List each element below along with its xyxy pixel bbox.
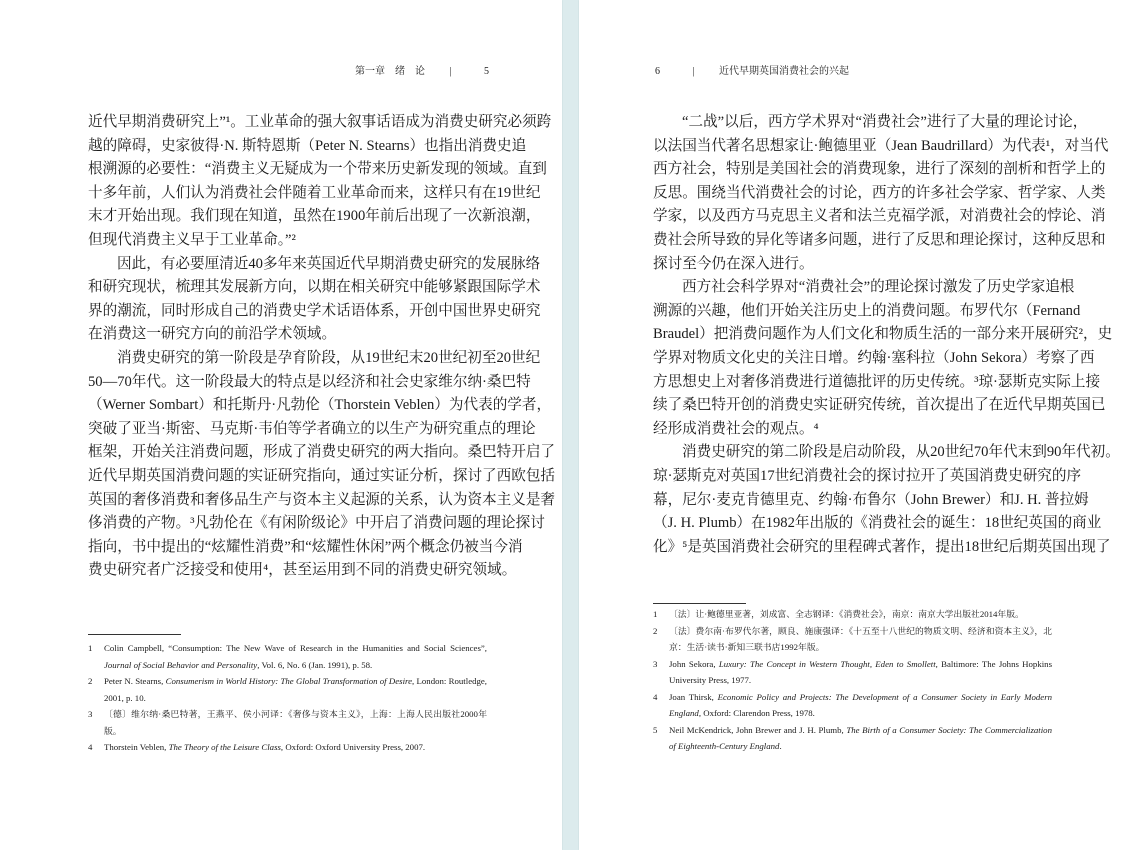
footnote-text: , Oxford: Clarendon Press, 1978. xyxy=(698,708,815,718)
text-line: 十多年前，人们认为消费社会伴随着工业革命而来，这样只有在19世纪 xyxy=(88,184,541,201)
text-line: 框架，开始关注消费问题，形成了消费史研究的两大指向。桑巴特开启了 xyxy=(88,444,556,461)
footnote-title: Economic Policy and Projects: The Development of a Consumer Society in Early Modern England xyxy=(669,691,1053,718)
footnote-number: 2 xyxy=(88,676,93,686)
text-line: 琼·瑟斯克对英国17世纪消费社会的探讨拉开了英国消费史研究的序 xyxy=(653,467,1082,484)
text-line: 越的障碍，史家彼得·N. 斯特恩斯（Peter N. Stearns）也指出消费史追 xyxy=(88,137,527,154)
footnote-text: 〔法〕让·鲍德里亚著，刘成富、全志钢译：《消费社会》，南京：南京大学出版社2014年版。 xyxy=(669,609,1024,619)
text-line: 消费史研究的第一阶段是孕育阶段，从19世纪末20世纪初至20世纪 xyxy=(117,349,541,366)
text-line: 界的潮流，同时形成自己的消费史学术话语体系，开创中国世界史研究 xyxy=(88,302,541,319)
text-line: 根溯源的必要性：“消费主义无疑成为一个带来历史新发现的领域。直到 xyxy=(88,161,547,178)
footnote-text: , Baltimore: The Johns Hopkins University Press, 1977. xyxy=(669,658,1052,685)
text-line: “二战”以后，西方学术界对“消费社会”进行了大量的理论讨论， xyxy=(682,114,1088,130)
footnote-title: Consumerism in World History: The Global Transformation of Desire xyxy=(165,676,413,686)
footnote-rule xyxy=(88,634,181,635)
chapter-title: 第一章 绪 论 xyxy=(355,66,425,77)
text-line: 和研究现状，梳理其发展新方向，以期在相关研究中能够紧跟国际学术 xyxy=(88,279,541,296)
footnote-text: Joan Thirsk, xyxy=(669,691,718,702)
paragraph xyxy=(653,441,1120,559)
body-text xyxy=(653,111,1120,559)
footnote-number: 4 xyxy=(88,742,93,752)
text-line: 费社会所导致的异化等诸多问题，进行了反思和理论探讨，这种反思和 xyxy=(653,231,1106,248)
footnote-title: Luxury: The Concept in Western Thought, Eden to Smollett xyxy=(718,658,936,669)
paragraph xyxy=(88,111,552,253)
footnote-title: The Theory of the Leisure Class xyxy=(168,742,281,752)
text-line: 消费史研究的第二阶段是启动阶段，从20世纪70年代末到90年代初。 xyxy=(682,444,1120,461)
text-line: 续了桑巴特开创的消费史实证研究传统，首次提出了在近代早期英国已 xyxy=(653,397,1106,414)
paragraph xyxy=(88,253,541,347)
footnote xyxy=(653,623,1052,656)
text-line: 西方社会科学界对“消费社会”的理论探讨激发了历史学家追根 xyxy=(682,279,1075,296)
text-line: 幕，尼尔·麦克肯德里克、约翰·布鲁尔（John Brewer）和J. H. 普拉姆 xyxy=(653,491,1089,508)
body-text xyxy=(88,111,556,583)
text-line: 因此，有必要厘清近40多年来英国近代早期消费史研究的发展脉络 xyxy=(117,255,541,272)
text-line: 近代早期英国消费问题的实证研究指向，通过实证分析，探讨了西欧包括 xyxy=(88,467,556,484)
text-line: 费史研究者广泛接受和使用⁴，甚至运用到不同的消费史研究领域。 xyxy=(88,562,517,579)
text-line: （J. H. Plumb）在1982年出版的《消费社会的诞生：18世纪英国的商业 xyxy=(653,515,1102,532)
footnote-text: 〔德〕维尔纳·桑巴特著，王燕平、侯小河译：《奢侈与资本主义》，上海：上海人民出版社2000年版。 xyxy=(104,709,487,736)
text-line: Braudel）把消费问题作为人们文化和物质生活的一部分来开展研究²，史 xyxy=(653,326,1113,343)
footnote-text: 〔法〕费尔南·布罗代尔著，顾良、施康强译：《十五至十八世纪的物质文明、经济和资本主义》，北京：生活·读书·新知三联书店1992年版。 xyxy=(669,625,1052,652)
footnote-text: . xyxy=(779,741,782,751)
footnote-text: Colin Campbell, “Consumption: The New Wave of Research in the Humanities and Social Sciences”, xyxy=(104,643,487,653)
paragraph xyxy=(653,111,1109,276)
footnote-number: 3 xyxy=(88,709,93,719)
paragraph xyxy=(88,347,556,583)
text-line: 化》⁵是英国消费社会研究的里程碑式著作，提出18世纪后期英国出现了 xyxy=(653,538,1111,555)
text-line: 探讨至今仍在深入进行。 xyxy=(653,255,814,272)
text-line: 西方社会，特别是美国社会的消费现象，进行了深刻的剖析和哲学上的 xyxy=(653,161,1106,178)
book-title: 近代早期英国消费社会的兴起 xyxy=(719,66,850,77)
page-number: 6 xyxy=(655,66,660,77)
text-line: （Werner Sombart）和托斯丹·凡勃伦（Thorstein Veblen）为代表的学者， xyxy=(88,397,552,414)
footnote xyxy=(653,722,1052,755)
text-line: 反思。围绕当代消费社会的讨论，西方的许多社会学家、哲学家、人类 xyxy=(653,184,1106,201)
footnote-text: Thorstein Veblen, xyxy=(104,742,169,752)
footnotes xyxy=(653,606,1052,755)
text-line: 但现代消费主义早于工业革命。”² xyxy=(88,231,296,248)
paragraph xyxy=(653,276,1113,441)
footnote-text: , London: Routledge, 2001, p. 10. xyxy=(104,676,487,703)
text-line: 方思想史上对奢侈消费进行道德批评的历史传统。³琼·瑟斯克实际上接 xyxy=(653,373,1101,390)
footnote xyxy=(653,606,1052,623)
text-line: 50—70年代。这一阶段最大的特点是以经济和社会史家维尔纳·桑巴特 xyxy=(88,373,531,390)
footnote-number: 2 xyxy=(653,625,658,636)
text-line: 突破了亚当·斯密、马克斯·韦伯等学者确立的以生产为研究重点的理论 xyxy=(88,420,536,437)
footnote xyxy=(88,640,487,673)
footnote-title: Journal of Social Behavior and Personality xyxy=(104,659,258,670)
footnote-text: , Vol. 6, No. 6 (Jan. 1991), p. 58. xyxy=(257,659,373,670)
footnote-number: 5 xyxy=(653,724,658,735)
footnote-text: Neil McKendrick, John Brewer and J. H. Plumb, xyxy=(669,724,847,735)
running-header xyxy=(355,64,489,80)
text-line: 指向，书中提出的“炫耀性消费”和“炫耀性休闲”两个概念仍被当今消 xyxy=(88,538,523,555)
footnote-number: 3 xyxy=(653,658,658,669)
text-line: 末才开始出现。我们现在知道，虽然在1900年前后出现了一次新浪潮， xyxy=(88,208,541,225)
page-number: 5 xyxy=(484,66,490,77)
footnote-rule xyxy=(653,603,746,604)
footnote xyxy=(88,739,487,756)
footnote-text: , Oxford: Oxford University Press, 2007. xyxy=(280,742,426,752)
text-line: 英国的奢侈消费和奢侈品生产与资本主义起源的关系，认为资本主义是奢 xyxy=(88,491,556,508)
footnote-number: 1 xyxy=(653,609,658,619)
header-separator: | xyxy=(449,66,452,77)
text-line: 侈消费的产物。³凡勃伦在《有闲阶级论》中开启了消费问题的理论探讨 xyxy=(88,515,545,532)
footnote-number: 4 xyxy=(653,691,658,702)
footnote-text: John Sekora, xyxy=(669,658,719,669)
text-line: 学家，以及西方马克思主义者和法兰克福学派，对消费社会的悖论、消 xyxy=(653,208,1106,225)
footnote-text: Peter N. Stearns, xyxy=(104,676,166,686)
footnotes xyxy=(88,640,487,756)
page-right xyxy=(579,0,1142,850)
text-line: 经形成消费社会的观点。⁴ xyxy=(653,420,819,437)
footnote xyxy=(88,706,487,739)
text-line: 近代早期消费研究上”¹。工业革命的强大叙事话语成为消费史研究必须跨 xyxy=(88,114,552,130)
footnote xyxy=(653,689,1052,722)
page-left xyxy=(0,0,562,850)
text-line: 溯源的兴趣，他们开始关注历史上的消费问题。布罗代尔（Fernand xyxy=(653,302,1081,319)
footnote-number: 1 xyxy=(88,643,93,653)
header-separator: | xyxy=(692,66,695,77)
text-line: 学界对物质文化史的关注日增。约翰·塞科拉（John Sekora）考察了西 xyxy=(653,349,1095,366)
text-line: 在消费这一研究方向的前沿学术领域。 xyxy=(88,326,337,343)
footnote xyxy=(88,673,487,706)
text-line: 以法国当代著名思想家让·鲍德里亚（Jean Baudrillard）为代表¹，对当代 xyxy=(653,137,1109,154)
running-header xyxy=(655,64,849,80)
footnote-title: The Birth of a Consumer Society: The Commercialization of Eighteenth-Century England xyxy=(669,724,1052,751)
footnote xyxy=(653,656,1052,689)
